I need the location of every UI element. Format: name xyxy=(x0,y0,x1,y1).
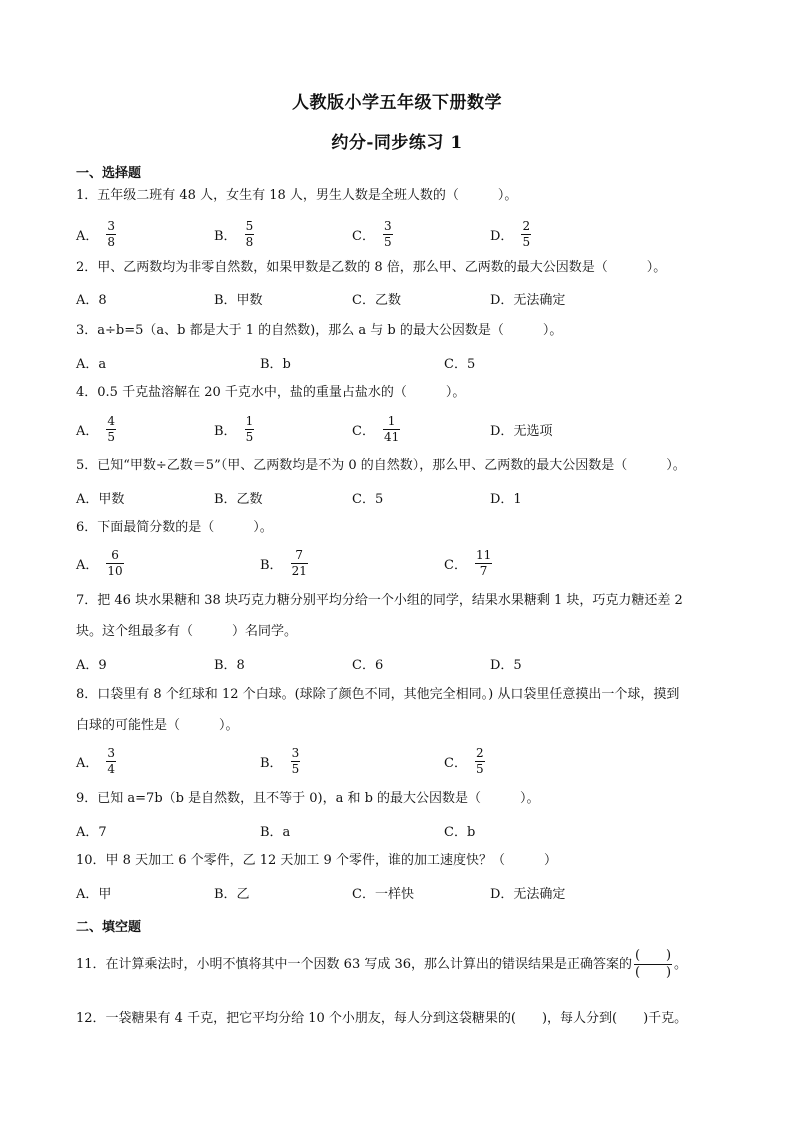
option-q2-b[interactable]: B．甲数 xyxy=(214,292,263,308)
options-q8 xyxy=(76,747,726,775)
option-q8-a[interactable]: A． $\frac{3}{4}$ xyxy=(76,745,116,776)
option-q5-a[interactable]: A．甲数 xyxy=(76,491,125,507)
question-2: 2．甲、乙两数均为非零自然数，如果甲数是乙数的 8 倍，那么甲、乙两数的最大公因数是（ ）。 xyxy=(76,260,667,275)
option-q1-d[interactable]: D． $\frac{2}{5}$ xyxy=(490,218,531,249)
option-q5-b[interactable]: B．乙数 xyxy=(214,491,263,507)
option-q6-a[interactable]: A． $\frac{6}{10}$ xyxy=(76,547,123,578)
option-q6-c[interactable]: C． $\frac{11}{7}$ xyxy=(444,547,492,578)
option-q7-b[interactable]: B．8 xyxy=(214,657,245,673)
option-q1-a[interactable]: A． $\frac{3}{8}$ xyxy=(76,218,116,249)
options-q5 xyxy=(76,483,726,511)
fraction: $\frac{3}{8}$ xyxy=(107,218,116,249)
fraction: $\frac{2}{5}$ xyxy=(522,218,531,249)
option-q3-c[interactable]: C．5 xyxy=(444,356,476,372)
answer-blank-fraction[interactable]: $\frac{( )}{( )}$ xyxy=(634,948,672,980)
fraction: $\frac{2}{5}$ xyxy=(475,745,484,776)
option-q7-d[interactable]: D．5 xyxy=(490,657,522,673)
question-10: 10．甲 8 天加工 6 个零件，乙 12 天加工 9 个零件，谁的加工速度快？（ ） xyxy=(76,853,557,868)
option-q5-d[interactable]: D．1 xyxy=(490,491,522,507)
question-7-line-2: 块。这个组最多有（ ）名同学。 xyxy=(76,624,298,639)
question-1: 1．五年级二班有 48 人，女生有 18 人，男生人数是全班人数的（ ）。 xyxy=(76,188,518,203)
option-q10-c[interactable]: C．一样快 xyxy=(352,886,414,902)
options-q6 xyxy=(76,549,726,577)
option-q6-b[interactable]: B． $\frac{7}{21}$ xyxy=(260,547,307,578)
option-q2-d[interactable]: D．无法确定 xyxy=(490,292,566,308)
option-q9-b[interactable]: B．a xyxy=(260,824,291,840)
fraction: $\frac{1}{5}$ xyxy=(245,413,254,444)
question-12: 12．一袋糖果有 4 千克，把它平均分给 10 个小朋友，每人分到这袋糖果的( )，每人分到( )千克。 xyxy=(76,1011,688,1026)
options-q2 xyxy=(76,284,726,312)
option-q4-a[interactable]: A． $\frac{4}{5}$ xyxy=(76,413,116,444)
question-7-line-1: 7．把 46 块水果糖和 38 块巧克力糖分别平均分给一个小组的同学，结果水果糖剩 1 块，巧克力糖还差 2 xyxy=(76,593,683,608)
question-8-line-2: 白球的可能性是（ ）。 xyxy=(76,718,239,733)
fraction: $\frac{3}{5}$ xyxy=(291,745,300,776)
options-q3 xyxy=(76,348,726,376)
section-fill-heading: 二、填空题 xyxy=(76,920,142,935)
fraction: $\frac{3}{4}$ xyxy=(107,745,116,776)
fraction: $\frac{5}{8}$ xyxy=(245,218,254,249)
option-q9-c[interactable]: C．b xyxy=(444,824,476,840)
option-q1-c[interactable]: C． $\frac{3}{5}$ xyxy=(352,218,392,249)
fraction: $\frac{4}{5}$ xyxy=(107,413,116,444)
question-9: 9．已知 a=7b（b 是自然数，且不等于 0)，a 和 b 的最大公因数是（ ）。 xyxy=(76,791,540,806)
option-q1-b[interactable]: B． $\frac{5}{8}$ xyxy=(214,218,254,249)
option-q8-b[interactable]: B． $\frac{3}{5}$ xyxy=(260,745,300,776)
option-q7-a[interactable]: A．9 xyxy=(76,657,107,673)
option-q3-a[interactable]: A．a xyxy=(76,356,107,372)
options-q9 xyxy=(76,816,726,844)
question-8-line-1: 8．口袋里有 8 个红球和 12 个白球。(球除了颜色不同，其他完全相同。) 从口袋里任意摸出一个球，摸到 xyxy=(76,687,680,702)
option-q10-a[interactable]: A．甲 xyxy=(76,886,112,902)
option-q10-b[interactable]: B．乙 xyxy=(214,886,250,902)
options-q4 xyxy=(76,415,726,443)
option-q10-d[interactable]: D．无法确定 xyxy=(490,886,566,902)
option-q2-a[interactable]: A．8 xyxy=(76,292,107,308)
question-11-text: 11．在计算乘法时，小明不慎将其中一个因数 63 写成 36，那么计算出的错误结果是正确答案的 xyxy=(76,956,633,972)
options-q10 xyxy=(76,878,726,906)
section-choice-heading: 一、选择题 xyxy=(76,166,142,181)
option-q9-a[interactable]: A．7 xyxy=(76,824,107,840)
options-q1 xyxy=(76,220,726,248)
fraction: $\frac{11}{7}$ xyxy=(475,547,492,578)
fraction: $\frac{3}{5}$ xyxy=(383,218,392,249)
option-q4-c[interactable]: C． $\frac{1}{41}$ xyxy=(352,413,400,444)
options-q7 xyxy=(76,649,726,677)
option-q2-c[interactable]: C．乙数 xyxy=(352,292,401,308)
option-q7-c[interactable]: C．6 xyxy=(352,657,384,673)
page-subtitle: 约分-同步练习 1 xyxy=(331,133,463,153)
question-5: 5．已知“甲数÷乙数＝5”（甲、乙两数均是不为 0 的自然数），那么甲、乙两数的最大公因数是（ ）。 xyxy=(76,458,686,473)
fraction: $\frac{6}{10}$ xyxy=(107,547,123,578)
fraction: $\frac{1}{41}$ xyxy=(383,413,400,444)
option-q5-c[interactable]: C．5 xyxy=(352,491,384,507)
option-q8-c[interactable]: C． $\frac{2}{5}$ xyxy=(444,745,484,776)
question-4: 4．0.5 千克盐溶解在 20 千克水中，盐的重量占盐水的（ ）。 xyxy=(76,385,466,400)
option-q4-b[interactable]: B． $\frac{1}{5}$ xyxy=(214,413,254,444)
page-title: 人教版小学五年级下册数学 xyxy=(292,93,502,113)
question-11: 11．在计算乘法时，小明不慎将其中一个因数 63 写成 36，那么计算出的错误结果是正确答案的 $\frac{( )}{( )}$ 。 xyxy=(76,948,688,980)
fraction: $\frac{7}{21}$ xyxy=(291,547,307,578)
option-q4-d[interactable]: D． 无选项 xyxy=(490,423,553,439)
question-3: 3．a÷b=5（a、b 都是大于 1 的自然数)，那么 a 与 b 的最大公因数是（ ）。 xyxy=(76,323,563,338)
option-q3-b[interactable]: B．b xyxy=(260,356,291,372)
question-6: 6．下面最简分数的是（ ）。 xyxy=(76,520,273,535)
